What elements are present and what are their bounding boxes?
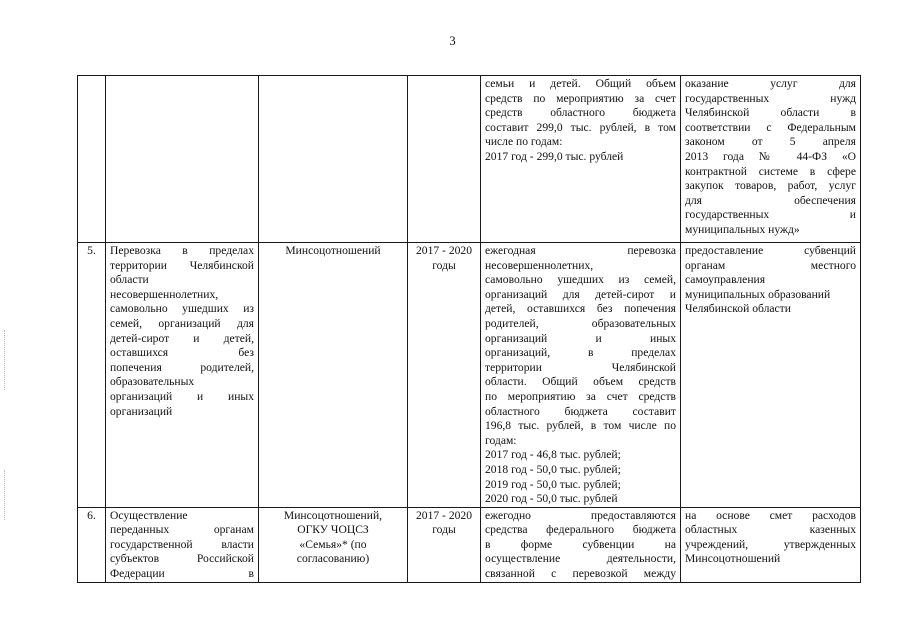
text-line: числе по годам: [485, 135, 563, 149]
text-line: муниципальных образований [685, 287, 831, 301]
responsible-cell [259, 507, 408, 582]
basis-cell [681, 507, 861, 582]
text-line: семей, организаций для [110, 316, 254, 330]
text-line: годы [432, 258, 456, 272]
text-line: органам местного [685, 258, 856, 272]
text-line: годы [432, 523, 456, 537]
responsible-cell [259, 243, 408, 508]
text-line: области. Общий объем средств [485, 375, 676, 389]
text-line: ОГКУ ЧОЦСЗ [297, 523, 369, 537]
text-line: субъектов Российской [110, 552, 254, 566]
text-line: муниципальных нужд» [685, 222, 800, 236]
text-line: семьи и детей. Общий объем [485, 77, 676, 90]
text-line: Осуществление [110, 508, 188, 522]
text-line: 2017 - 2020 [415, 244, 473, 257]
measure-name-cell [106, 243, 259, 508]
text-line: Челябинской области в [685, 106, 856, 120]
text-line: ежегодно предоставляются [485, 508, 676, 522]
text-line: на основе смет расходов [685, 508, 856, 522]
basis-cell [681, 76, 861, 243]
text-line: попечения родителей, [110, 360, 254, 374]
row-number-cell: 6. [78, 507, 106, 582]
text-line: областных казенных [685, 523, 856, 537]
text-line: несовершеннолетних, [485, 258, 594, 272]
period-cell [408, 507, 481, 582]
text-line: самовольно ушедших из семей, [485, 273, 676, 287]
text-line: средства федерального бюджета [485, 523, 676, 537]
row-number-cell [78, 76, 106, 243]
text-line: территории Челябинской [485, 360, 676, 374]
text-line: 2017 - 2020 [415, 508, 473, 522]
text-line: осуществление деятельности, [485, 552, 676, 566]
text-line: предоставление субвенций [685, 244, 856, 257]
text-line: государственной власти [110, 537, 254, 551]
text-line: 2020 год - 50,0 тыс. рублей [485, 492, 618, 506]
responsible-cell [259, 76, 408, 243]
text-line: «Семья»* (по [299, 537, 367, 551]
text-line: государственных нужд [685, 91, 856, 105]
description-cell [481, 507, 681, 582]
text-line: законом от 5 апреля [685, 135, 856, 149]
text-line: областного бюджета составит [485, 404, 676, 418]
measure-name-cell [106, 76, 259, 243]
text-line: 2018 год - 50,0 тыс. рублей; [485, 462, 621, 476]
text-line: учреждений, утвержденных [685, 537, 856, 551]
text-line: организаций, в пределах [485, 346, 676, 360]
text-line: организаций [110, 404, 173, 418]
text-line: детей, оставшихся без попечения [485, 302, 676, 316]
text-line: связанной с перевозкой между [485, 567, 676, 581]
text-line: средств по мероприятию за счет [485, 91, 676, 105]
text-line: переданных органам [110, 523, 254, 537]
text-line: для обеспечения [685, 193, 856, 207]
text-line: оставшихся без [110, 346, 254, 360]
text-line: составит 299,0 тыс. рублей, в том [485, 120, 676, 134]
text-line: согласованию) [296, 552, 370, 566]
text-line: организаций и иных [485, 331, 676, 345]
text-line: закупок товаров, работ, услуг [685, 179, 856, 193]
text-line: Перевозка в пределах [110, 244, 254, 257]
text-line: по мероприятию за счет средств [485, 389, 676, 403]
scan-margin-mark [4, 330, 6, 390]
text-line: области [110, 273, 149, 287]
text-line: самоуправления [685, 273, 766, 287]
text-line: Минсоцотношений [685, 552, 781, 566]
text-line: государственных и [685, 208, 856, 222]
text-line: 2017 год - 46,8 тыс. рублей; [485, 448, 621, 462]
program-measures-table [77, 75, 861, 583]
text-line: организаций и иных [110, 389, 254, 403]
row-number-cell: 5. [78, 243, 106, 508]
text-line: 2017 год - 299,0 тыс. рублей [485, 149, 624, 163]
text-line: ежегодная перевозка [485, 244, 676, 257]
text-line: 196,8 тыс. рублей, в том числе по [485, 419, 676, 433]
text-line: 2019 год - 50,0 тыс. рублей; [485, 477, 621, 491]
table-row [78, 243, 861, 508]
text-line: Федерации в [110, 567, 254, 581]
text-line: детей-сирот и детей, [110, 331, 254, 345]
period-cell [408, 243, 481, 508]
text-line: оказание услуг для [685, 77, 856, 90]
description-cell [481, 76, 681, 243]
text-line: Минсоцотношений [285, 244, 381, 257]
text-line: годам: [485, 433, 517, 447]
measure-name-cell [106, 507, 259, 582]
text-line: контрактной системе в сфере [685, 164, 856, 178]
text-line: организаций для детей-сирот и [485, 287, 676, 301]
text-line: самовольно ушедших из [110, 302, 254, 316]
text-line: образовательных [110, 375, 195, 389]
page-number: 3 [449, 34, 456, 48]
table-row [78, 507, 861, 582]
text-line: соответствии с Федеральным [685, 120, 856, 134]
text-line: 2013 года № 44-ФЗ «О [685, 149, 856, 163]
basis-cell [681, 243, 861, 508]
text-line: территории Челябинской [110, 258, 254, 272]
table-row [78, 76, 861, 243]
text-line: родителей, образовательных [485, 316, 676, 330]
text-line: средств областного бюджета [485, 106, 676, 120]
text-line: несовершеннолетних, [110, 287, 219, 301]
scan-margin-mark [4, 470, 6, 520]
text-line: в форме субвенции на [485, 537, 676, 551]
period-cell [408, 76, 481, 243]
text-line: Минсоцотношений, [283, 508, 383, 522]
description-cell [481, 243, 681, 508]
text-line: Челябинской области [685, 302, 791, 316]
